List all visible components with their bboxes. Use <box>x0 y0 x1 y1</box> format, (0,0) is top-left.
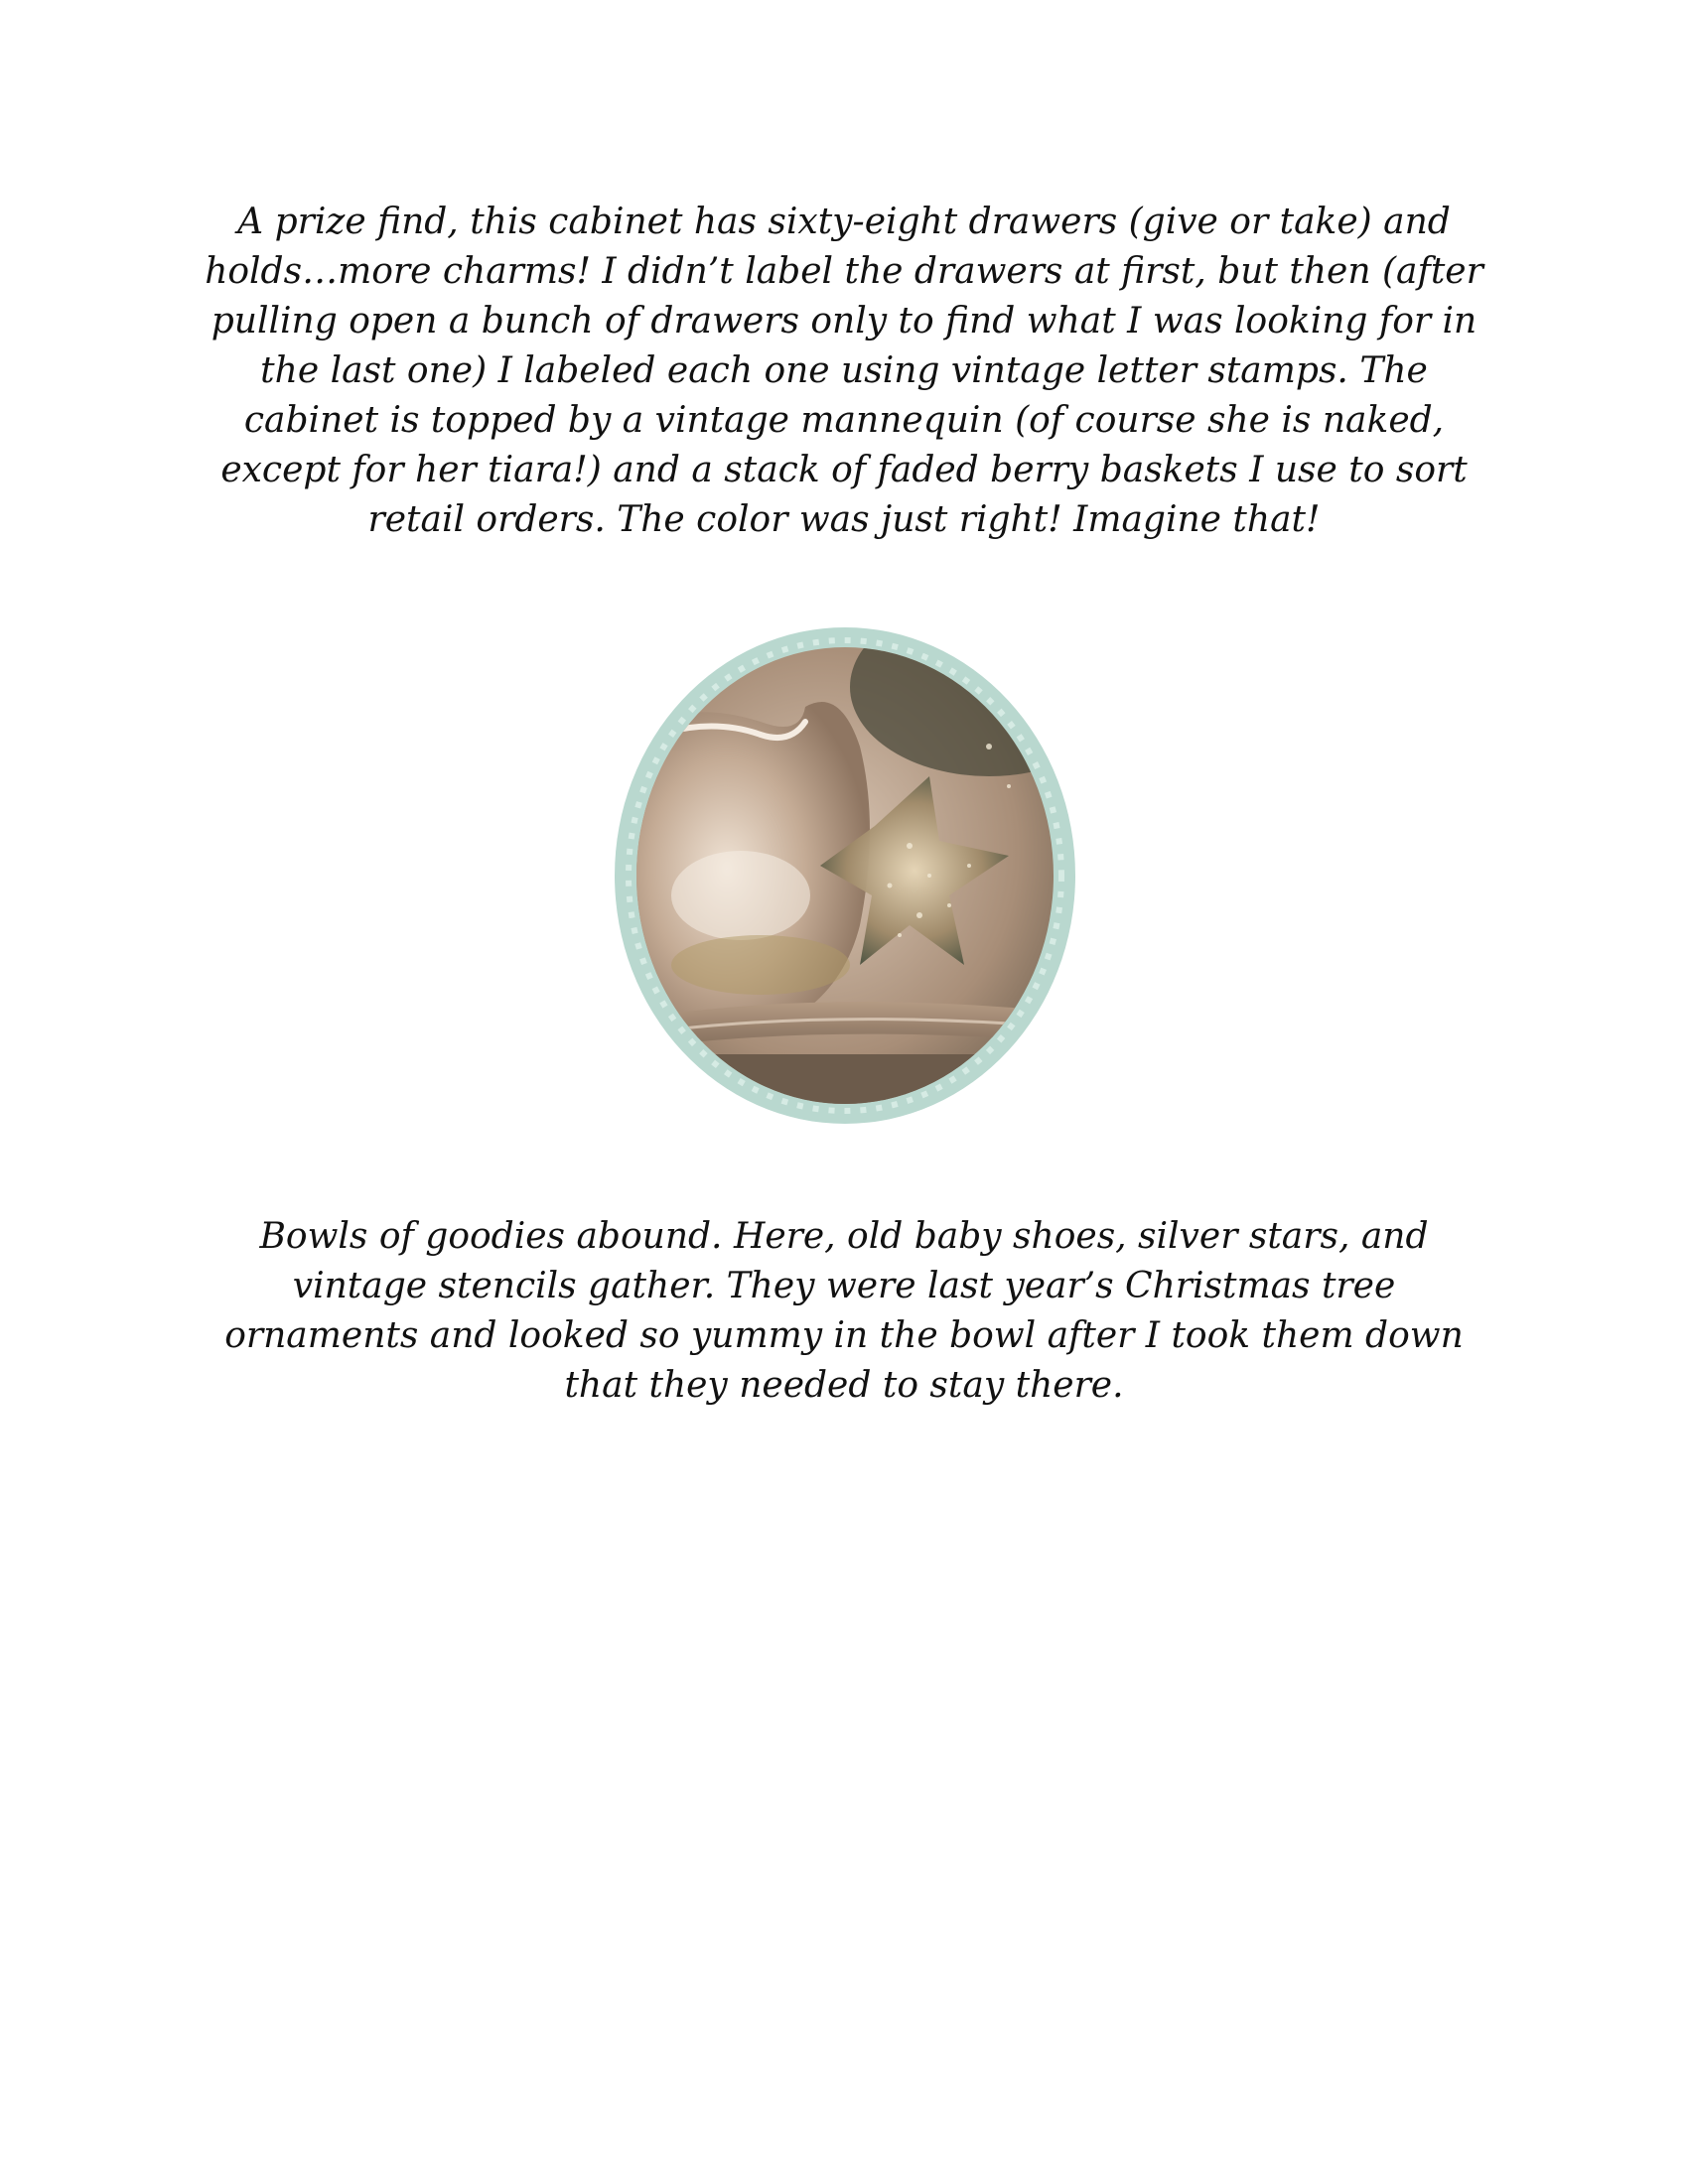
caption-cabinet: A prize find, this cabinet has sixty-eight drawers (give or take) and holds…more charms! I didn’t label the drawers at first, but then (after pulling open a bunch of drawers only to find what I was looking for in the last one) I labeled each one using vintage letter stamps. The cabinet is topped by a vintage mannequin (of course she is naked, except for her tiara!) and a stack of faded berry baskets I use to sort retail orders. The color was just right! Imagine that! <box>205 202 1483 540</box>
photo-illustration <box>612 627 1078 1124</box>
caption-bowls: Bowls of goodies abound. Here, old baby shoes, silver stars, and vintage stencils gather. They were last year’s Christmas tree ornaments and looked so yummy in the bowl after I took them down that they needed to stay there. <box>224 1216 1464 1406</box>
oval-photo-baby-shoes <box>612 627 1078 1124</box>
